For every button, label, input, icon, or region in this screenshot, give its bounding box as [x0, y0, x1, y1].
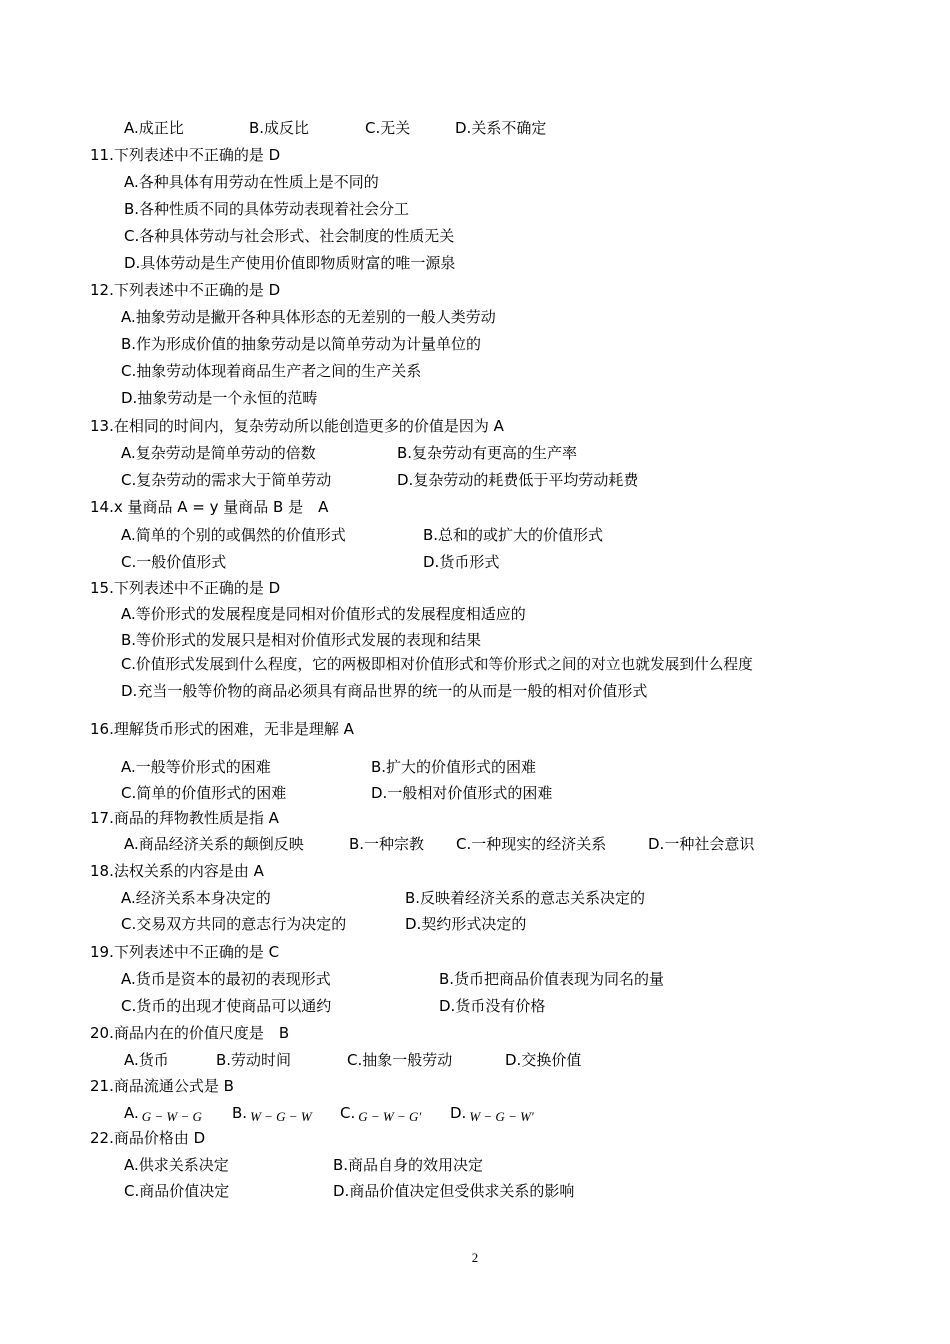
q14-stem: 14.x 量商品 A = y 量商品 B 是 A: [90, 498, 329, 516]
page-number: 2: [471, 1250, 479, 1265]
q16-option-a: A.一般等价形式的困难: [121, 758, 271, 776]
q21-option-b-label: B.: [232, 1104, 248, 1122]
q13-options-row1: [0, 440, 950, 466]
q21-option-a-label: A.: [124, 1104, 139, 1122]
q13-stem: 13.在相同的时间内，复杂劳动所以能创造更多的价值是因为 A: [90, 417, 504, 435]
q17-option-a: A.商品经济关系的颠倒反映: [124, 835, 304, 853]
q16-stem: 16.理解货币形式的困难，无非是理解 A: [90, 720, 354, 738]
q12-option-b: B.作为形成价值的抽象劳动是以简单劳动为计量单位的: [121, 335, 482, 353]
q21-option-c: [340, 1100, 421, 1127]
q21-option-a: [124, 1100, 202, 1127]
q18-option-a: A.经济关系本身决定的: [121, 889, 271, 907]
q16-options-row2: [0, 780, 950, 806]
q14-option-d: D.货币形式: [423, 553, 500, 571]
q14-option-b: B.总和的或扩大的价值形式: [423, 526, 604, 544]
q19-option-b: B.货币把商品价值表现为同名的量: [439, 970, 665, 988]
q18-options-row2: [0, 911, 950, 937]
q11-option-b: B.各种性质不同的具体劳动表现着社会分工: [124, 200, 410, 218]
q17-stem: 17.商品的拜物教性质是指 A: [90, 809, 279, 827]
q21-formula-a: G − W − G: [141, 1109, 202, 1124]
q10-option-b: B.成反比: [249, 119, 310, 137]
q11-option-a: A.各种具体有用劳动在性质上是不同的: [124, 173, 379, 191]
q22-option-d: D.商品价值决定但受供求关系的影响: [333, 1182, 575, 1200]
q19-option-a: A.货币是资本的最初的表现形式: [121, 970, 331, 988]
q20-options: [0, 1047, 950, 1073]
q21-option-b: [232, 1100, 312, 1127]
q21-option-d-label: D.: [450, 1104, 467, 1122]
q21-formula-b: W − G − W: [250, 1109, 312, 1124]
q13-option-a: A.复杂劳动是简单劳动的倍数: [121, 444, 316, 462]
q12-stem: 12.下列表述中不正确的是 D: [90, 281, 281, 299]
q20-option-b: B.劳动时间: [216, 1051, 292, 1069]
q21-formula-c: G − W − G′: [358, 1109, 422, 1124]
q19-options-row2: [0, 993, 950, 1019]
q22-stem: 22.商品价格由 D: [90, 1129, 206, 1147]
q11-option-c: C.各种具体劳动与社会形式、社会制度的性质无关: [124, 227, 455, 245]
q13-options-row2: [0, 467, 950, 493]
q10-option-a: A.成正比: [124, 119, 184, 137]
q17-option-d: D.一种社会意识: [648, 835, 755, 853]
q17-option-c: C.一种现实的经济关系: [456, 835, 607, 853]
q18-option-d: D.契约形式决定的: [405, 915, 527, 933]
q14-options-row2: [0, 549, 950, 575]
q21-options: [0, 1100, 950, 1126]
q15-option-a: A.等价形式的发展程度是同相对价值形式的发展程度相适应的: [121, 605, 526, 623]
q15-option-d: D.充当一般等价物的商品必须具有商品世界的统一的从而是一般的相对价值形式: [121, 682, 648, 700]
q15-option-b: B.等价形式的发展只是相对价值形式发展的表现和结果: [121, 631, 482, 649]
q12-option-c: C.抽象劳动体现着商品生产者之间的生产关系: [121, 362, 422, 380]
q10-option-c: C.无关: [365, 119, 411, 137]
q22-option-a: A.供求关系决定: [124, 1156, 229, 1174]
q21-option-c-label: C.: [340, 1104, 356, 1122]
q19-option-d: D.货币没有价格: [439, 997, 546, 1015]
q18-options-row1: [0, 885, 950, 911]
q14-options-row1: [0, 522, 950, 548]
q19-option-c: C.货币的出现才使商品可以通约: [121, 997, 332, 1015]
q21-stem: 21.商品流通公式是 B: [90, 1077, 234, 1095]
q14-option-c: C.一般价值形式: [121, 553, 227, 571]
q19-options-row1: [0, 966, 950, 992]
q17-options: [0, 831, 950, 857]
q20-option-c: C.抽象一般劳动: [347, 1051, 453, 1069]
q22-options-row2: [0, 1178, 950, 1204]
q15-stem: 15.下列表述中不正确的是 D: [90, 579, 281, 597]
q22-options-row1: [0, 1152, 950, 1178]
q13-option-d: D.复杂劳动的耗费低于平均劳动耗费: [397, 471, 639, 489]
q16-option-c: C.简单的价值形式的困难: [121, 784, 287, 802]
q11-option-d: D.具体劳动是生产使用价值即物质财富的唯一源泉: [124, 254, 456, 272]
q20-option-d: D.交换价值: [505, 1051, 582, 1069]
q12-option-d: D.抽象劳动是一个永恒的范畴: [121, 389, 318, 407]
q18-option-b: B.反映着经济关系的意志关系决定的: [405, 889, 646, 907]
q13-option-c: C.复杂劳动的需求大于简单劳动: [121, 471, 332, 489]
q20-stem: 20.商品内在的价值尺度是 B: [90, 1024, 290, 1042]
q21-formula-d: W − G − W′: [469, 1109, 534, 1124]
q17-option-b: B.一种宗教: [349, 835, 425, 853]
q21-option-d: [450, 1100, 534, 1127]
q14-option-a: A.简单的个别的或偶然的价值形式: [121, 526, 346, 544]
q16-options-row1: [0, 754, 950, 780]
q20-option-a: A.货币: [124, 1051, 169, 1069]
q18-option-c: C.交易双方共同的意志行为决定的: [121, 915, 347, 933]
q22-option-c: C.商品价值决定: [124, 1182, 230, 1200]
q10-options: [0, 115, 950, 141]
q10-option-d: D.关系不确定: [455, 119, 547, 137]
q19-stem: 19.下列表述中不正确的是 C: [90, 943, 280, 961]
q22-option-b: B.商品自身的效用决定: [333, 1156, 484, 1174]
q18-stem: 18.法权关系的内容是由 A: [90, 862, 264, 880]
q16-option-d: D.一般相对价值形式的困难: [371, 784, 553, 802]
q15-option-c: C.价值形式发展到什么程度，它的两极即相对价值形式和等价形式之间的对立也就发展到什么程度: [121, 656, 753, 673]
q16-option-b: B.扩大的价值形式的困难: [371, 758, 537, 776]
q13-option-b: B.复杂劳动有更高的生产率: [397, 444, 578, 462]
q11-stem: 11.下列表述中不正确的是 D: [90, 146, 281, 164]
q12-option-a: A.抽象劳动是撇开各种具体形态的无差别的一般人类劳动: [121, 308, 496, 326]
